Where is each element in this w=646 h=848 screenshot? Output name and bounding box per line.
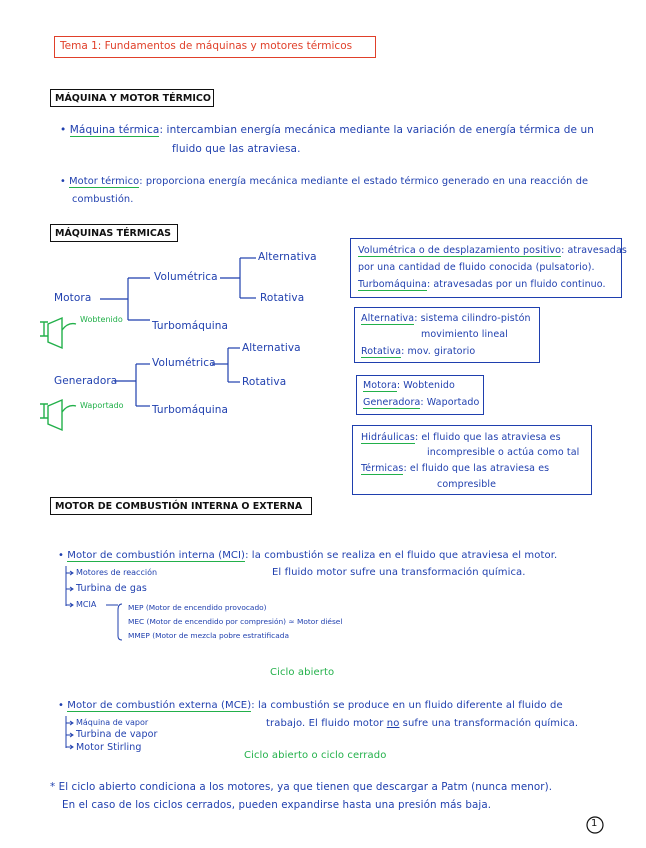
motor-termico-def-line2: combustión. xyxy=(72,194,134,205)
page-title xyxy=(54,36,376,58)
motor-termico-def-l1: : proporciona energía mecánica mediante el estado térmico generado en una reacción de xyxy=(139,176,589,187)
tree-motora-turbomaquina: Turbomáquina xyxy=(152,320,229,332)
mci-def xyxy=(58,550,557,561)
bullet: • xyxy=(58,550,64,561)
mce-term: Motor de combustión externa (MCE) xyxy=(67,700,252,711)
tree-w-obtenido: Wobtenido xyxy=(80,315,123,324)
section-header-text: MÁQUINAS TÉRMICAS xyxy=(55,228,172,239)
box1-line1 xyxy=(358,245,627,256)
section-header-motor-combustion xyxy=(50,497,312,515)
box1-vol-def-l1: : atravesadas xyxy=(561,245,627,256)
box1-vol-term: Volumétrica o de desplazamiento positivo xyxy=(358,245,562,256)
generadora-turbine-icon xyxy=(40,400,62,430)
maquina-termica-term: Máquina térmica xyxy=(69,124,160,136)
box2-rot-term: Rotativa xyxy=(361,346,402,357)
box2-alt-def-l2: movimiento lineal xyxy=(421,329,508,340)
mci-term: Motor de combustión interna (MCI) xyxy=(67,550,246,561)
tree-w-aportado: Waportado xyxy=(80,401,124,410)
footer-note-line1: * El ciclo abierto condiciona a los motores, ya que tienen que descargar a Patm (nunca menor). xyxy=(50,781,553,793)
maquina-termica-def-l1: : intercambian energía mecánica mediante la variación de energía térmica de un xyxy=(159,124,594,136)
tree-generadora: Generadora xyxy=(54,375,118,387)
definition-box-volumetrica-turbomaquina xyxy=(350,238,627,298)
mce-def-l2-no: no xyxy=(386,718,400,729)
box4-hid-def-l1: : el fluido que las atraviesa es xyxy=(414,432,561,443)
mce-item-1: Turbina de vapor xyxy=(76,729,158,740)
turbine-icons xyxy=(40,318,76,430)
section-header-text: MOTOR DE COMBUSTIÓN INTERNA O EXTERNA xyxy=(55,501,303,512)
box4-ter-def-l2: compresible xyxy=(437,479,497,490)
box4-line3 xyxy=(361,463,549,474)
mcia-item-0: MEP (Motor de encendido provocado) xyxy=(128,603,267,612)
tree-motora-volumetrica: Volumétrica xyxy=(154,271,218,283)
section-header-maquinas-termicas xyxy=(50,224,178,242)
tree-motora-rotativa: Rotativa xyxy=(260,292,305,304)
mci-def-l1: : la combustión se realiza en el fluido que atraviesa el motor. xyxy=(245,550,558,561)
mci-item-1: Turbina de gas xyxy=(76,583,147,594)
tree-motora: Motora xyxy=(54,292,92,304)
mce-item-2: Motor Stirling xyxy=(76,742,142,753)
mce-def xyxy=(58,700,563,711)
box3-motora-def: : Wobtenido xyxy=(396,380,455,391)
box3-line2 xyxy=(363,397,479,408)
page-number: 1 xyxy=(591,818,598,829)
mce-def-l1: : la combustión se produce en un fluido diferente al fluido de xyxy=(251,700,563,711)
box4-ter-term: Térmicas xyxy=(361,463,404,474)
ciclo-abierto-cerrado-label: Ciclo abierto o ciclo cerrado xyxy=(244,750,387,761)
box1-turbo-def: : atravesadas por un fluido continuo. xyxy=(426,279,606,290)
box4-hid-def-l2: incompresible o actúa como tal xyxy=(427,447,580,458)
motor-termico-term: Motor térmico xyxy=(69,176,140,187)
maquina-termica-def xyxy=(60,124,594,136)
tree-generadora-alternativa: Alternativa xyxy=(242,342,301,354)
motora-turbine-icon xyxy=(40,318,62,348)
box3-gen-def: : Waportado xyxy=(420,397,480,408)
page-title-text: Tema 1: Fundamentos de máquinas y motores térmicos xyxy=(60,40,353,52)
tree-generadora-rotativa: Rotativa xyxy=(242,376,287,388)
footer-note-line2: En el caso de los ciclos cerrados, pueden expandirse hasta una presión más baja. xyxy=(62,799,492,811)
section-header-maquina-motor xyxy=(50,89,214,107)
bullet: • xyxy=(58,700,64,711)
box3-gen-term: Generadora xyxy=(363,397,421,408)
mce-def-l2-b: sufre una transformación química. xyxy=(399,718,579,729)
section-header-text: MÁQUINA Y MOTOR TÉRMICO xyxy=(55,93,211,104)
box1-vol-def-l2: por una cantidad de fluido conocida (pulsatorio). xyxy=(358,262,595,273)
mce-def-l2-a: trabajo. El fluido motor xyxy=(266,718,387,729)
bullet: • xyxy=(60,176,66,187)
box2-line3 xyxy=(361,346,475,357)
tree-motora-alternativa: Alternativa xyxy=(258,251,317,263)
box2-line1 xyxy=(361,313,531,324)
bullet: • xyxy=(60,124,67,136)
mcia-item-1: MEC (Motor de encendido por compresión) ≈ Motor diésel xyxy=(128,617,343,626)
motor-termico-def xyxy=(60,176,588,187)
mce-def-l2 xyxy=(266,718,578,729)
definition-box-hidraulicas-termicas xyxy=(352,425,592,495)
box4-line1 xyxy=(361,432,561,443)
tree-generadora-turbomaquina: Turbomáquina xyxy=(152,404,229,416)
definition-box-motora-generadora xyxy=(356,375,484,415)
box1-line3 xyxy=(358,279,606,290)
box1-turbo-term: Turbomáquina xyxy=(358,279,427,290)
definition-box-alternativa-rotativa xyxy=(354,307,540,363)
mci-def-l2: El fluido motor sufre una transformación química. xyxy=(272,567,526,578)
ciclo-abierto-label: Ciclo abierto xyxy=(270,667,335,678)
box4-hid-term: Hidráulicas xyxy=(361,432,415,443)
mcia-item-2: MMEP (Motor de mezcla pobre estratificada xyxy=(128,631,289,640)
box4-ter-def-l1: : el fluido que las atraviesa es xyxy=(403,463,550,474)
box2-alt-def-l1: : sistema cilindro-pistón xyxy=(414,313,531,324)
box2-rot-def: : mov. giratorio xyxy=(401,346,476,357)
mce-item-0: Máquina de vapor xyxy=(76,718,149,727)
mci-item-2: MCIA xyxy=(76,600,97,609)
tree-generadora-volumetrica: Volumétrica xyxy=(152,357,216,369)
box3-motora-term: Motora xyxy=(363,380,397,391)
box3-line1 xyxy=(363,380,455,391)
maquina-termica-def-line2: fluido que las atraviesa. xyxy=(172,143,301,155)
box2-alt-term: Alternativa xyxy=(361,313,415,324)
mci-item-0: Motores de reacción xyxy=(76,568,158,577)
